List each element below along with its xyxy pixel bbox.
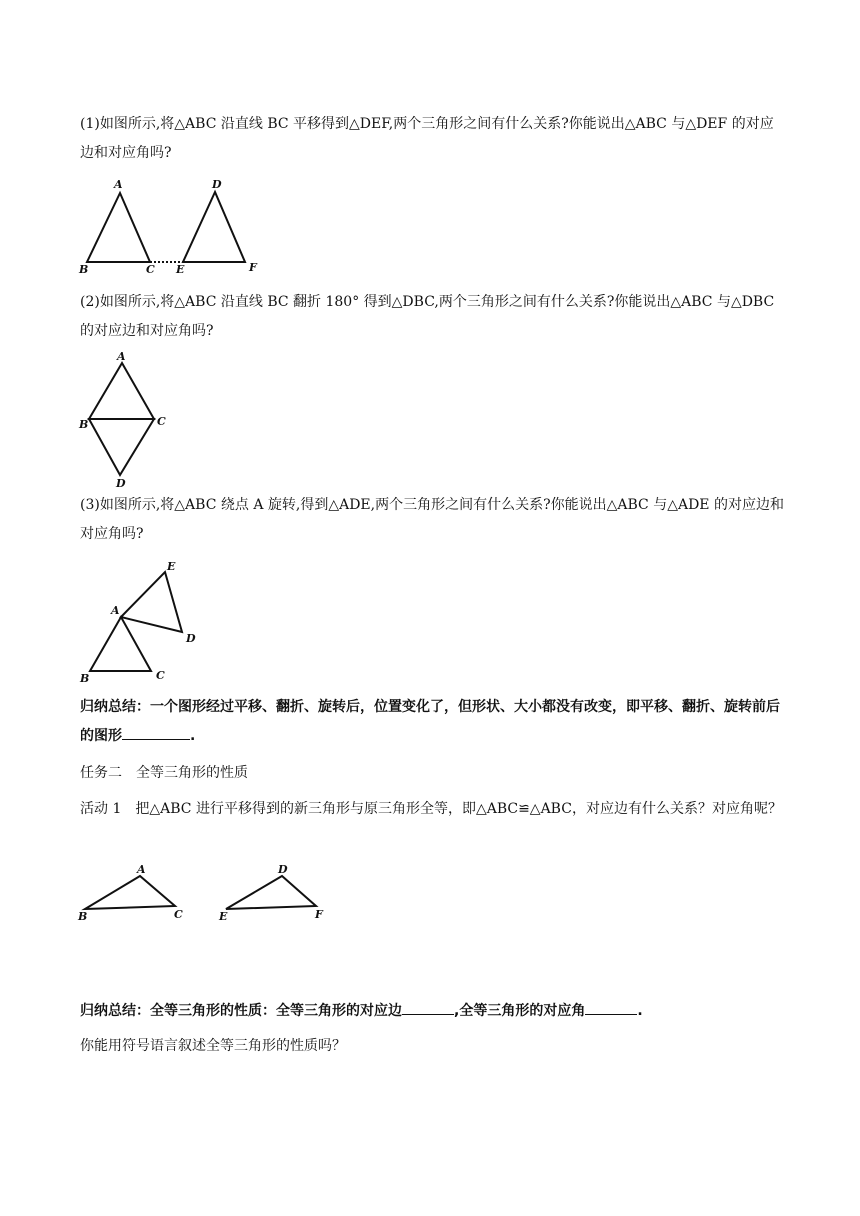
triangle-abc xyxy=(85,876,175,909)
label-a: A xyxy=(137,863,146,876)
label-d: D xyxy=(116,477,126,490)
label-b: B xyxy=(78,910,88,923)
summary-1-end: . xyxy=(190,728,196,744)
label-e: E xyxy=(167,560,176,573)
label-b: B xyxy=(79,263,89,276)
label-d: D xyxy=(212,178,222,191)
label-c: C xyxy=(156,669,165,682)
summary-2-blank-1[interactable] xyxy=(402,998,454,1015)
label-e: E xyxy=(219,910,228,923)
symbol-question: 你能用符号语言叙述全等三角形的性质吗？ xyxy=(80,1038,346,1054)
label-d: D xyxy=(278,863,288,876)
label-b: B xyxy=(80,672,90,685)
question-2-text: (2)如图所示,将△ABC 沿直线 BC 翻折 180° 得到△DBC,两个三角形之间有什么关系?你能说出△ABC 与△DBC 的对应边和对应角吗? xyxy=(80,294,775,339)
label-e: E xyxy=(176,263,185,276)
label-c: C xyxy=(174,908,183,921)
summary-1-text: 归纳总结：一个图形经过平移、翻折、旋转后，位置变化了，但形状、大小都没有改变，即平移、翻折、旋转前后的图形 xyxy=(80,699,780,744)
label-f: F xyxy=(249,261,257,274)
question-1-text: (1)如图所示,将△ABC 沿直线 BC 平移得到△DEF,两个三角形之间有什么关系?你能说出△ABC 与△DEF 的对应边和对应角吗? xyxy=(80,116,774,161)
summary-2-text-1: 归纳总结：全等三角形的性质：全等三角形的对应边 xyxy=(80,1003,402,1019)
label-d: D xyxy=(186,632,196,645)
label-c: C xyxy=(146,263,155,276)
label-a: A xyxy=(111,604,120,617)
label-a: A xyxy=(117,350,126,363)
label-c: C xyxy=(157,415,166,428)
label-b: B xyxy=(79,418,89,431)
summary-2-blank-2[interactable] xyxy=(585,998,637,1015)
label-f: F xyxy=(315,908,323,921)
question-3-text: (3)如图所示,将△ABC 绕点 A 旋转,得到△ADE,两个三角形之间有什么关系?你能说出△ABC 与△ADE 的对应边和对应角吗? xyxy=(80,497,784,542)
label-a: A xyxy=(114,178,123,191)
summary-2-text-2: ,全等三角形的对应角 xyxy=(454,1003,586,1019)
summary-2-end: . xyxy=(637,1003,643,1019)
summary-2 xyxy=(80,997,785,1026)
task-2-heading: 任务二 全等三角形的性质 xyxy=(80,765,248,781)
activity-1-text: 活动 1 把△ABC 进行平移得到的新三角形与原三角形全等，即△ABC≌△ABC，对应边有什么关系？对应角呢？ xyxy=(80,801,782,817)
triangle-def xyxy=(226,876,316,909)
